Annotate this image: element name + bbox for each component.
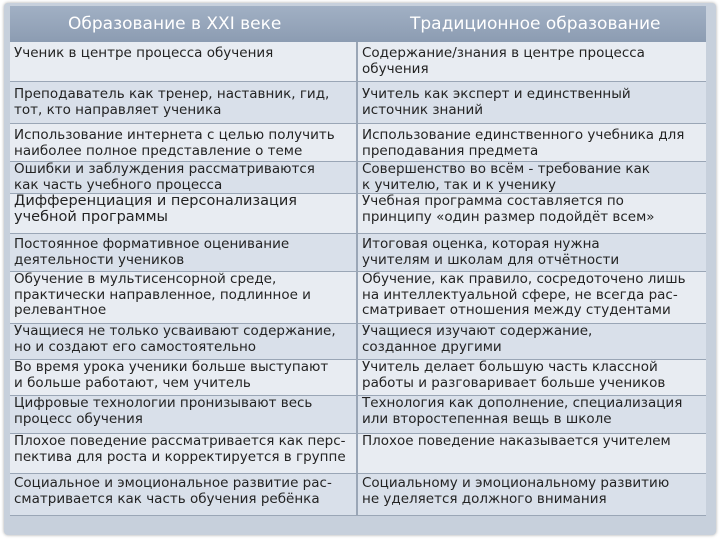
row-2-right: Учитель как эксперт и единственный источник знаний [358,82,706,124]
row-11-right: Плохое поведение наказывается учителем [358,434,706,474]
row-5-left: Дифференциация и персонализация учебной программы [10,194,358,234]
row-9-right: Учитель делает большую часть классной работы и разговаривает больше учеников [358,360,706,396]
row-11-left: Плохое поведение рассматривается как перс- пектива для роста и корректируется в группе [10,434,358,474]
row-7-right: Обучение, как правило, сосредоточено лишь на интеллектуальной сфере, не всегда рас- сматривает отношения между студентами [358,272,706,324]
row-9-left: Во время урока ученики больше выступают и больше работают, чем учитель [10,360,358,396]
header-traditional: Традиционное образование [410,14,661,34]
row-3-right: Использование единственного учебника для преподавания предмета [358,124,706,162]
row-1-right: Содержание/знания в центре процесса обучения [358,42,706,82]
row-7-left: Обучение в мультисенсорной среде, практически направленное, подлинное и релевантное [10,272,358,324]
row-2-left: Преподаватель как тренер, наставник, гид, тот, кто направляет ученика [10,82,358,124]
comparison-table [10,42,706,516]
row-10-right: Технология как дополнение, специализация или второстепенная вещь в школе [358,396,706,434]
row-1-left: Ученик в центре процесса обучения [10,42,358,82]
table-header [10,6,706,42]
row-8-left: Учащиеся не только усваивают содержание, но и создают его самостоятельно [10,324,358,360]
row-6-right: Итоговая оценка, которая нужна учителям и школам для отчётности [358,234,706,272]
row-4-right: Совершенство во всём - требование как к учителю, так и к ученику [358,162,706,194]
row-3-left: Использование интернета с целью получить наиболее полное представление о теме [10,124,358,162]
row-4-left: Ошибки и заблуждения рассматриваются как часть учебного процесса [10,162,358,194]
header-21st-century: Образование в XXI веке [68,14,282,34]
row-5-right: Учебная программа составляется по принципу «один размер подойдёт всем» [358,194,706,234]
row-12-left: Социальное и эмоциональное развитие рас- сматривается как часть обучения ребёнка [10,474,358,516]
row-10-left: Цифровые технологии пронизывают весь процесс обучения [10,396,358,434]
row-12-right: Социальному и эмоциональному развитию не уделяется должного внимания [358,474,706,516]
row-8-right: Учащиеся изучают содержание, созданное другими [358,324,706,360]
row-6-left: Постоянное формативное оценивание деятельности учеников [10,234,358,272]
